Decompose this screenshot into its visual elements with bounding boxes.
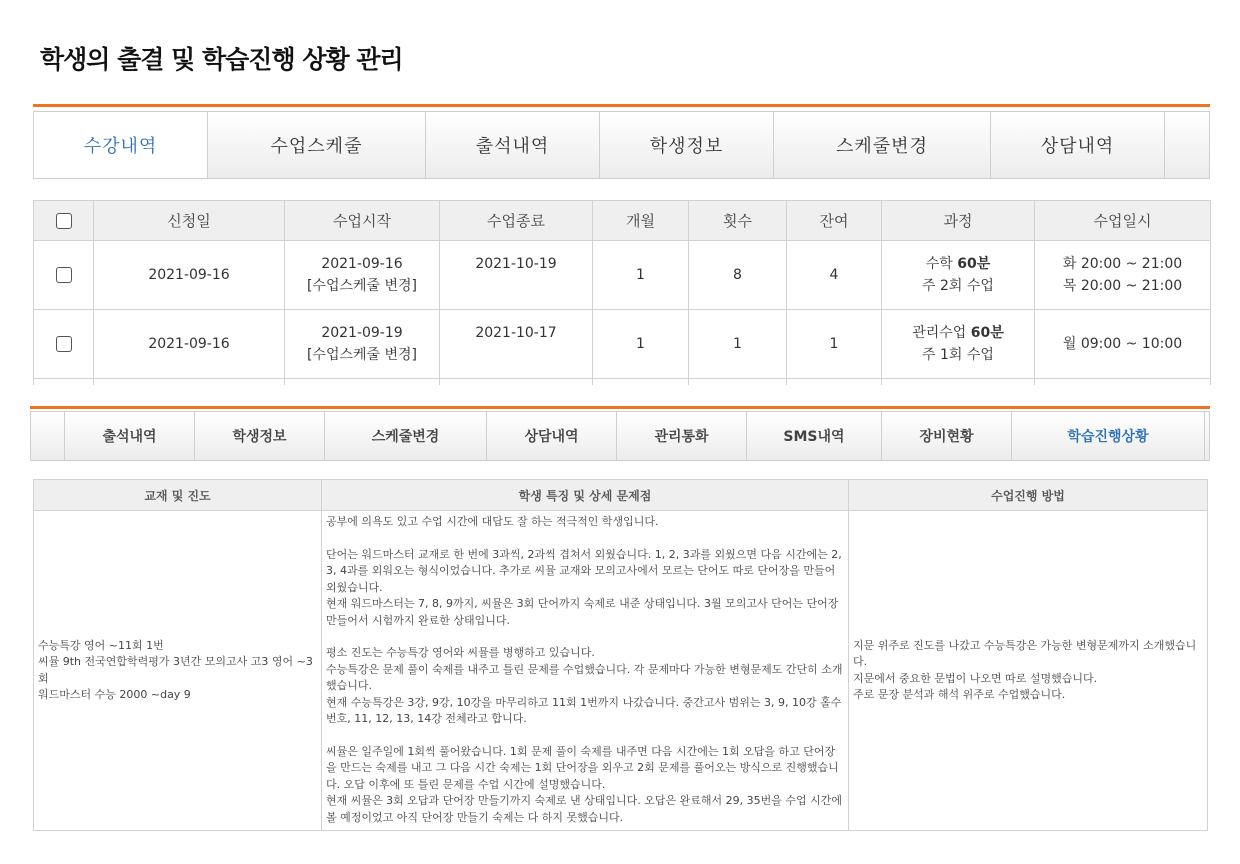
tab-management-call[interactable]: 관리통화 [617,412,747,460]
course-cell [882,310,1035,379]
col-end: 수업종료 [440,201,593,241]
change-schedule-link[interactable]: [수업스케줄 변경] [306,347,418,363]
months: 1 [593,241,689,310]
table-row [34,310,1211,379]
schedule-slot: 목 20:00 ~ 21:00 [1062,278,1183,294]
course-name: 수학 [925,256,953,272]
count: 1 [689,310,787,379]
col-months: 개월 [593,201,689,241]
enrollment-table [33,200,1211,385]
tab-filler [1165,112,1209,178]
tab-counseling[interactable]: 상담내역 [487,412,617,460]
col-start: 수업시작 [285,201,440,241]
end-date: 2021-10-19 [440,241,593,310]
tab-schedule-change[interactable]: 스케줄변경 [325,412,487,460]
method-line: 지문 위주로 진도를 나갔고 수능특강은 가능한 변형문제까지 소개했습니다. [853,638,1197,668]
select-all-checkbox[interactable] [56,213,72,229]
course-title [882,253,1034,275]
features-cell [322,511,849,831]
col-student-features: 학생 특징 및 상세 문제점 [322,480,849,511]
tab-enrollment-history[interactable]: 수강내역 [34,112,208,178]
col-count: 횟수 [689,201,787,241]
course-duration: 60분 [957,256,991,272]
row-select-cell [34,310,94,379]
schedule-cell [1035,310,1211,379]
tab-student-info[interactable]: 학생정보 [600,112,774,178]
course-cell [882,241,1035,310]
enrollment-tabs [33,111,1210,179]
start-cell [285,241,440,310]
feature-paragraph: 평소 진도는 수능특강 영어와 씨뮬를 병행하고 있습니다. 수능특강은 문제 풀이 숙제를 내주고 틀린 문제를 수업했습니다. 각 문제마다 가능한 변형문제도 간단히 소개했습니다. 현재 수능특강은 3강, 9강, 10강을 마무리하고 11회 1번까지 나갔습니다. 중간고사 범위는 3, 9, 10강 홀수 번호, 11, 12, 13, 14강 전체라고 합니다. [326,646,843,725]
textbook-line: 수능특강 영어 ~11회 1번 [38,638,164,652]
start-date: 2021-09-16 [321,256,403,272]
course-frequency: 주 1회 수업 [922,347,994,363]
tab-sms-history[interactable]: SMS내역 [747,412,882,460]
col-apply-date: 신청일 [94,201,285,241]
row-select-cell [34,241,94,310]
textbook-line: 워드마스터 수능 2000 ~day 9 [38,688,191,701]
progress-tabs [30,411,1210,461]
select-all-cell [34,201,94,241]
col-textbook: 교재 및 진도 [34,480,322,511]
enrollment-panel [33,104,1210,382]
col-teaching-method: 수업진행 방법 [849,480,1208,511]
remaining: 4 [787,241,882,310]
tab-attendance[interactable]: 출석내역 [426,112,600,178]
col-course: 과정 [882,201,1035,241]
feature-paragraph: 단어는 워드마스터 교재로 한 번에 3과씩, 2과씩 겹쳐서 외웠습니다. 1, 2, 3과를 외웠으면 다음 시간에는 2, 3, 4과를 외워오는 형식이었습니다. 추가로 씨뮬 교재와 모의고사에서 모르는 단어도 따로 단어장을 만들어 외웠습니다. 현재 워드마스터는 7, 8, 9까지, 씨뮬은 3회 단어까지 숙제로 내준 상태입니다. 3월 모의고사 단어는 단어장 만들어서 시험까지 완료한 상태입니다. [326,547,842,627]
remaining: 1 [787,310,882,379]
course-name: 관리수업 [912,325,967,341]
start-cell [285,310,440,379]
row-checkbox[interactable] [56,267,72,283]
textbook-line: 씨뮬 9th 전국연합학력평가 3년간 모의고사 고3 영어 ~3회 [38,655,313,685]
table-row [34,511,1208,831]
schedule-slot: 화 20:00 ~ 21:00 [1062,256,1183,272]
schedule-slot: 월 09:00 ~ 10:00 [1062,336,1183,352]
tab-device-status[interactable]: 장비현황 [882,412,1012,460]
method-line: 주로 문장 분석과 해석 위주로 수업했습니다. [853,688,1066,701]
end-date: 2021-10-17 [440,310,593,379]
table-header-row [34,201,1211,241]
start-date: 2021-09-19 [321,325,403,341]
course-title [882,322,1034,344]
method-cell [849,511,1208,831]
schedule-cell [1035,241,1211,310]
tab-attendance[interactable]: 출석내역 [65,412,195,460]
tab-counseling[interactable]: 상담내역 [991,112,1165,178]
tab-class-schedule[interactable]: 수업스케줄 [208,112,426,178]
tab-learning-progress[interactable]: 학습진행상황 [1012,412,1205,460]
course-frequency: 주 2회 수업 [922,278,994,294]
change-schedule-link[interactable]: [수업스케줄 변경] [306,278,418,294]
tab-schedule-change[interactable]: 스케줄변경 [774,112,991,178]
method-line: 지문에서 중요한 문법이 나오면 따로 설명했습니다. [853,671,1098,685]
months: 1 [593,310,689,379]
learning-progress-table [33,479,1208,831]
table-row [34,241,1211,310]
feature-paragraph: 공부에 의욕도 있고 수업 시간에 대답도 잘 하는 적극적인 학생입니다. [326,515,659,528]
table-header-row [34,480,1208,511]
table-row-cut [34,379,1211,385]
col-remaining: 잔여 [787,201,882,241]
tab-student-info[interactable]: 학생정보 [195,412,325,460]
tab-scroll-left[interactable] [31,412,65,460]
col-schedule: 수업일시 [1035,201,1211,241]
row-checkbox[interactable] [56,336,72,352]
textbook-cell [34,511,322,831]
apply-date: 2021-09-16 [94,241,285,310]
page-title: 학생의 출결 및 학습진행 상황 관리 [40,45,403,74]
count: 8 [689,241,787,310]
feature-paragraph: 씨뮬은 일주일에 1회씩 풀어왔습니다. 1회 문제 풀이 숙제를 내주면 다음 시간에는 1회 오답을 하고 단어장을 만드는 숙제를 내고 그 다음 시간 숙제는 1회 단어장을 외우고 2회 문제를 풀어오는 방식으로 진행했습니다. 오답 이후에 또 틀린 문제를 수업 시간에 설명했습니다. 현재 씨뮬은 3회 오답과 단어장 만들기까지 숙제로 낸 상태입니다. 오답은 완료해서 29, 35번을 수업 시간에 볼 예정이었고 아직 단어장 만들기 숙제는 다 하지 못했습니다. [326,744,842,824]
apply-date: 2021-09-16 [94,310,285,379]
progress-panel [30,406,1210,830]
course-duration: 60분 [970,325,1004,341]
